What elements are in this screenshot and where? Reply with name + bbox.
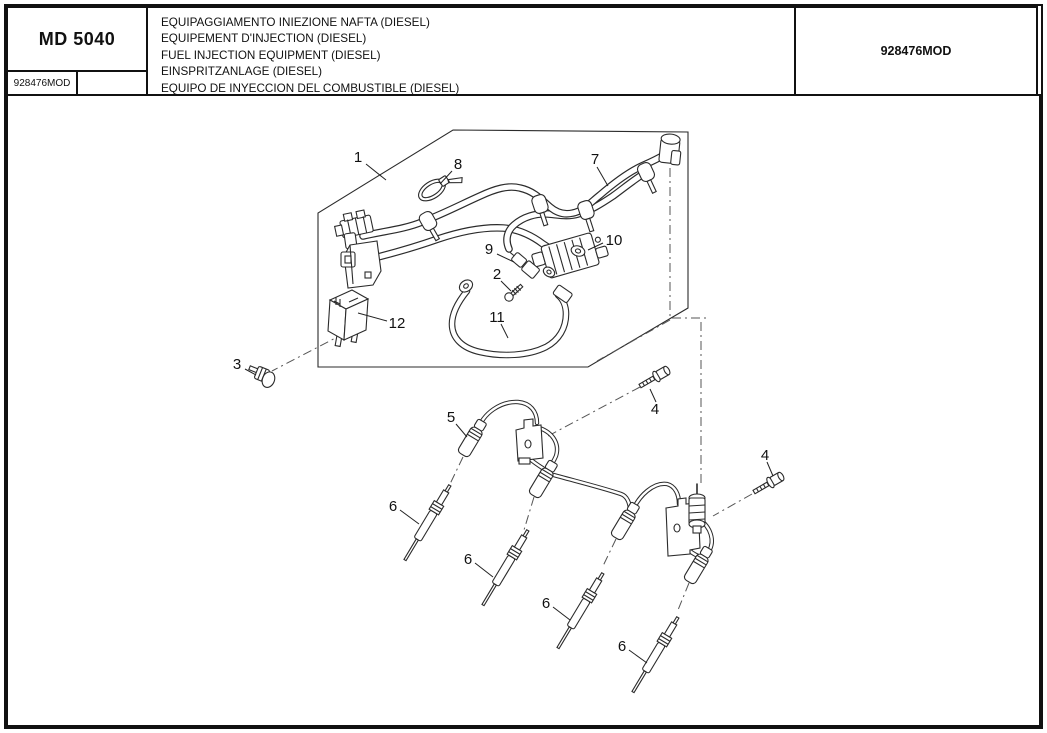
terminal-stud — [689, 484, 705, 533]
glow-plug — [628, 615, 682, 695]
title-block — [146, 6, 796, 96]
callout-8: 8 — [453, 156, 463, 173]
model-box — [6, 6, 148, 72]
callout-3: 3 — [232, 356, 242, 373]
fuel-line-end-fitting — [659, 133, 683, 165]
flange-bolt — [751, 470, 786, 497]
relay — [328, 290, 368, 346]
glow-plug — [400, 483, 454, 563]
title-line-en: FUEL INJECTION EQUIPMENT (DIESEL) — [161, 48, 381, 62]
callout-6b: 6 — [463, 551, 473, 568]
code-right: 928476MOD — [880, 44, 952, 58]
callout-2: 2 — [492, 266, 502, 283]
flange-bolt — [637, 364, 672, 391]
glow-plug-controller — [530, 229, 610, 281]
glow-plug-cap — [528, 459, 559, 499]
callout-6a: 6 — [388, 498, 398, 515]
callout-6d: 6 — [617, 638, 627, 655]
glow-plug — [553, 571, 607, 651]
callout-7: 7 — [590, 151, 600, 168]
glow-plug-harness — [457, 402, 714, 585]
title-line-it: EQUIPAGGIAMENTO INIEZIONE NAFTA (DIESEL) — [161, 16, 430, 29]
title-line-es: EQUIPO DE INYECCION DEL COMBUSTIBLE (DIESEL) — [161, 81, 460, 95]
glow-plugs — [400, 483, 682, 695]
callout-1: 1 — [353, 149, 363, 166]
code-box-right — [794, 6, 1038, 96]
callout-5: 5 — [446, 409, 456, 426]
empty-cell — [76, 70, 148, 96]
callout-10: 10 — [605, 232, 623, 249]
diagram-area — [6, 94, 1041, 727]
code-box-left — [6, 70, 78, 96]
title-line-de: EINSPRITZANLAGE (DIESEL) — [161, 65, 323, 79]
glow-plug-cap — [610, 501, 641, 541]
callout-12: 12 — [388, 315, 406, 332]
code-left: 928476MOD — [13, 77, 71, 89]
callout-4b: 4 — [760, 447, 770, 464]
title-line-fr: EQUIPEMENT D'INJECTION (DIESEL) — [161, 32, 367, 46]
callout-9: 9 — [484, 241, 494, 258]
exploded-diagram — [6, 94, 1041, 727]
glow-plug — [478, 528, 532, 608]
hex-bolt — [245, 363, 277, 389]
callout-6c: 6 — [541, 595, 551, 612]
model-number: MD 5040 — [38, 28, 116, 49]
callout-11: 11 — [489, 309, 505, 326]
glow-plug-cap — [457, 418, 488, 458]
ground-cable — [452, 277, 573, 355]
harness-connectors — [333, 209, 381, 288]
callout-4a: 4 — [650, 401, 660, 418]
